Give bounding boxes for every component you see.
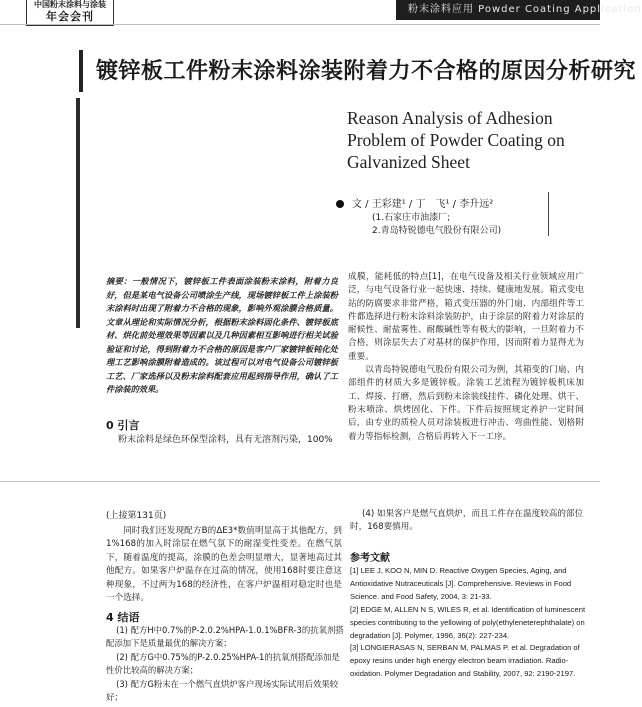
english-title-line: Reason Analysis of Adhesion bbox=[347, 108, 553, 128]
affiliation-2: 2.青岛特锐德电气股份有限公司) bbox=[372, 226, 502, 236]
header-divider bbox=[0, 24, 600, 25]
affiliation-1: (1.石家庄市油漆厂; bbox=[372, 213, 451, 223]
conclusion-list bbox=[106, 624, 344, 704]
paragraph: 以青岛特锐德电气股份有限公司为例，其箱变的门扇、内部组件的材质大多是镀锌板。涂装工艺流程为镀锌板机床加工、焊接、打磨，然后到粉末涂装线挂件、磷化处理、烘干、粉末喷涂、烘烤固化、下件。下件后按照规定养护一定时间后，由专业的质检人员对涂装板进行冲击、弯曲性能、划格附着力等指标检测，合格后再转入下一工序。 bbox=[348, 365, 584, 442]
journal-tag bbox=[26, 0, 114, 26]
author-line bbox=[336, 195, 493, 210]
reference-item: [3] LONGIERASAS N, SERBAN M, PALMAS P. et al. Degradation of epoxy resins under high energy electron beam irradiation. Radio-oxidation. Polymer Degradation and Stability, 2007, 92: 2190-2197. bbox=[350, 643, 580, 679]
authors: 文 / 王彩建¹ / 丁 飞¹ / 李升远² bbox=[352, 199, 494, 210]
paragraph: 同时我们还发现配方B的ΔE3*数值明显高于其他配方，到1%168的加入时涂层在燃气氛下的耐湿变性变差。在燃气氛下，随着温度的提高，涂膜的色差会明显增大，显著地高过其他配方。如果客户炉温存在过高的情况，使用168时要注意这种现象，不过两为168的经济性，在客户炉温相对稳定时也是一个选择。 bbox=[106, 526, 342, 604]
section-heading-introduction: 0 引言 bbox=[106, 419, 140, 432]
english-title-line: Galvanized Sheet bbox=[347, 152, 470, 172]
english-title-line: Problem of Powder Coating on bbox=[347, 130, 565, 150]
continued-text bbox=[106, 525, 342, 605]
section-heading-conclusion: 4 结语 bbox=[106, 611, 140, 624]
reference-list bbox=[350, 565, 590, 681]
conclusion-item: (2) 配方G中0.75%的P-2.0.25%HPA-1的抗氧剂搭配添加是性价比较高的解决方案； bbox=[106, 651, 340, 676]
continued-from-note: (上接第131页) bbox=[106, 511, 167, 521]
journal-tag-bottom: 年会会刊 bbox=[46, 10, 94, 23]
author-rule bbox=[548, 192, 549, 236]
abstract: 摘要：一般情况下，镀锌板工件表面涂装粉末涂料，附着力良好，但是某电气设备公司喷涂生产线，现场镀锌板工件上涂装粉末涂料时出现了附着力不合格的现象，影响外观涂膜合格质量。文章从理论和实际情况分析，根据粉末涂料固化条件、镀锌板底材、烘化前处理效果等因素以及几种因素相互影响进行相关试验验证和讨论，得到附着力不合格的原因是客户厂家镀锌板钝化处理工艺影响涂膜附着造成的。该过程可以对电气设备公司镀锌板工艺、厂家选择以及粉末涂料配套应用起到指导作用，确认了工件涂装的效果。 bbox=[106, 276, 338, 394]
column-banner: 粉末涂料应用 Powder Coating Application bbox=[396, 0, 600, 20]
references-heading: 参考文献 bbox=[350, 553, 390, 564]
article-title: 镀锌板工件粉末涂料涂装附着力不合格的原因分析研究 bbox=[96, 59, 637, 84]
page-divider bbox=[0, 481, 600, 482]
reference-item: [2] EDGE M, ALLEN N S, WILES R, et al. Identification of luminescent species contributing to the yellowing of poly(ethyleneterephthalate) on degradation [J]. Polymer, 1996, 36(2): 227-234. bbox=[350, 604, 586, 640]
conclusion-item: (4) 如果客户是燃气直烘炉，而且工件存在温度较高的部位时，168要慎用。 bbox=[350, 509, 584, 533]
conclusion-item: (1) 配方H中0.7%的P-2.0.2%HPA-1.0.1%BFR-3的抗氧剂搭配添加下是质量最优的解决方案； bbox=[106, 625, 344, 649]
english-title bbox=[347, 107, 587, 173]
introduction-text: 粉末涂料是绿色环保型涂料，具有无溶剂污染，100% bbox=[118, 435, 333, 445]
conclusion-item: (3) 配方G粉末在一个燃气直烘炉客户现场实际试用后效果较好； bbox=[106, 678, 339, 703]
bullet-icon bbox=[336, 200, 344, 208]
reference-item: [1] LEE J, KOO N, MIN D. Reactive Oxygen Species, Aging, and Antioxidative Nutraceuticals [J]. Comprehensive. Reviews in Food Science. and Food Safety, 2004, 3: 21-33. bbox=[350, 566, 572, 601]
right-column-text bbox=[348, 271, 584, 444]
left-accent-bar bbox=[76, 98, 80, 328]
paragraph: 成膜，能耗低的特点[1]，在电气设备及相关行业领域应用广泛，与电气设备行业一起快速、持续、健康地发展。箱式变电站的防腐要求非常严格，箱式变压器的外门扇、内部组件等工件都选择进行粉末涂料涂装防护，由于涂层的附着力对涂层的耐候性、耐盐雾性、耐酸碱性等有极大的影响，一旦附着力不合格，则涂层失去了对基材的保护作用，因而附着力显得尤为重要。 bbox=[348, 272, 584, 362]
title-marker-icon bbox=[74, 50, 88, 92]
journal-tag-top: 中国粉末涂料与涂装 bbox=[34, 0, 106, 9]
